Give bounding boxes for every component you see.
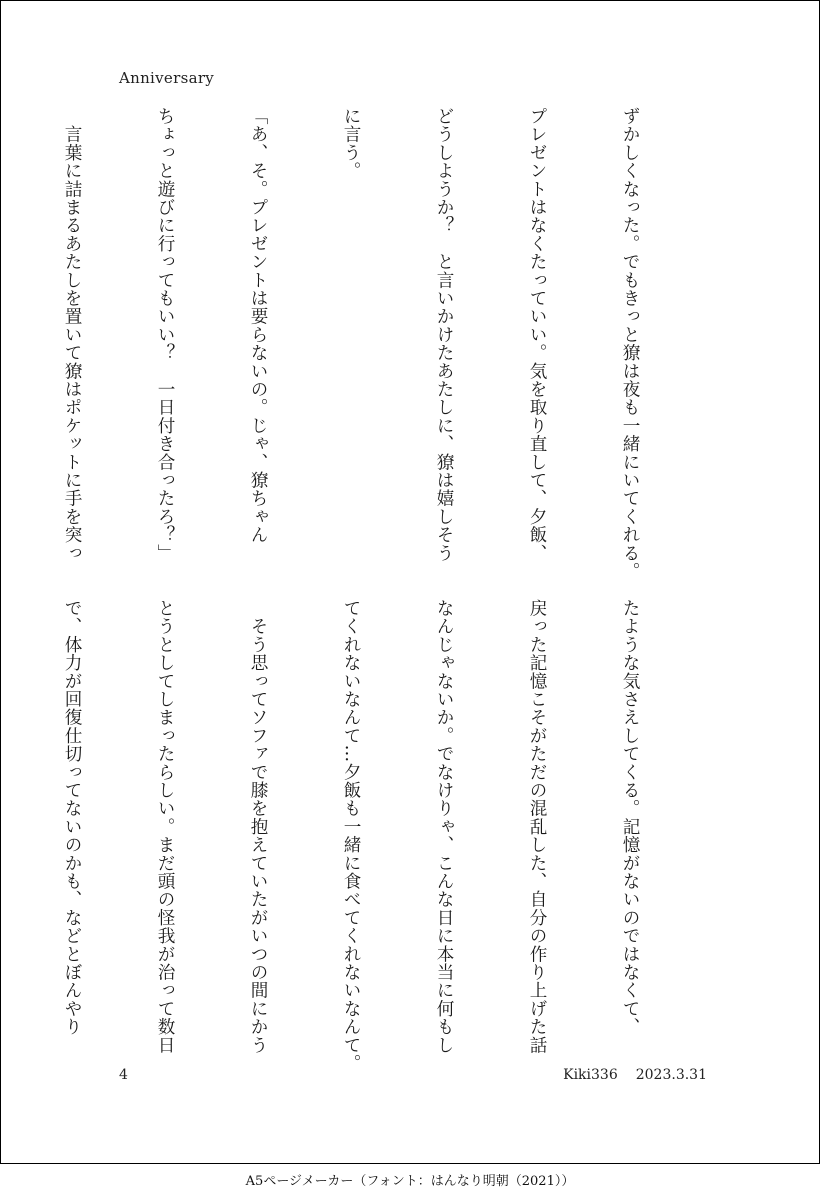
text-column: ちょっと遊びに行ってもいい？ 一日付き合ったろ？」 [155,107,175,562]
page-number: 4 [119,1067,128,1083]
text-column: てくれないなんて…夕飯も一緒に食べてくれないなんて。 [341,599,361,1073]
text-column: とうとしてしまったらしい。まだ頭の怪我が治って数日 [155,599,175,1054]
text-block-upper [62,107,707,581]
text-column: どうしようか？ と言いかけたあたしに、獠は嬉しそう [434,107,454,562]
text-block-lower [62,599,707,1073]
text-column: なんじゃないか。でなけりゃ、こんな日に本当に何もし [434,599,454,1054]
publication-date: 2023.3.31 [635,1067,707,1083]
text-column: プレゼントはなくたっていい。気を取り直して、夕飯、 [527,107,547,562]
text-column: たような気さえしてくる。記憶がないのではなくて、 [620,599,640,1036]
text-column: そう思ってソファで膝を抱えていたがいつの間にかう [248,599,268,1054]
author-name: Kiki336 [563,1067,618,1083]
running-header-title: Anniversary [119,69,215,87]
text-column: に言う。 [341,107,361,180]
text-column: ずかしくなった。でもきっと獠は夜も一緒にいてくれる。 [620,107,640,581]
text-column: で、体力が回復仕切ってないのかも、などとぼんやり [62,599,82,1036]
text-column: 「あ、そ。プレゼントは要らないの。じゃ、獠ちゃん [248,107,268,544]
generator-caption: A5ページメーカー（フォント：はんなり明朝（2021）） [245,1174,575,1189]
text-column: 言葉に詰まるあたしを置いて獠はポケットに手を突っ [62,107,82,562]
footer-credit [563,1067,707,1083]
text-column: 戻った記憶こそがただの混乱した、自分の作り上げた話 [527,599,547,1054]
